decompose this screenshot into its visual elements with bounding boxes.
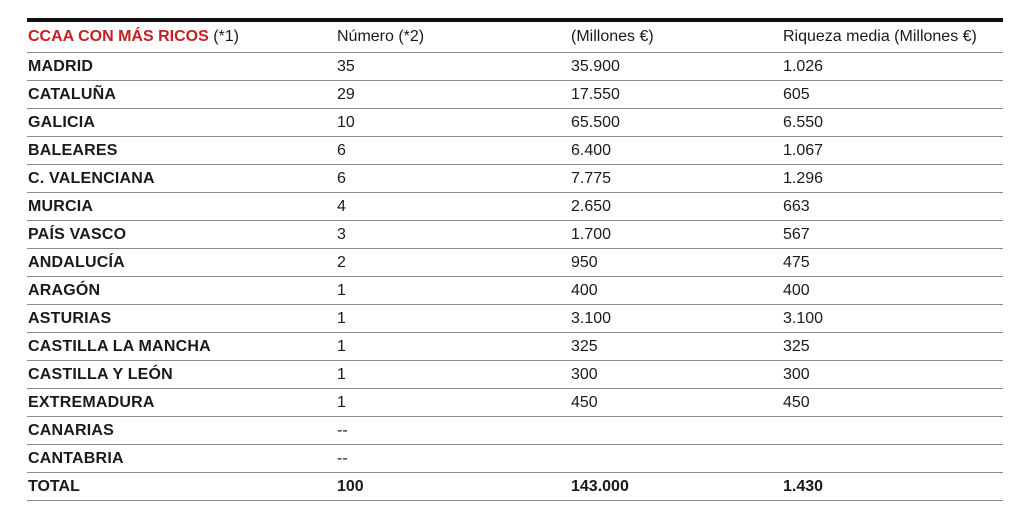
table-row — [27, 445, 1003, 473]
cell-region: CANTABRIA — [27, 445, 336, 473]
cell-numero: 6 — [336, 137, 570, 165]
cell-riqueza: 300 — [782, 361, 1003, 389]
cell-riqueza: 450 — [782, 389, 1003, 417]
cell-millones: 65.500 — [570, 109, 782, 137]
cell-riqueza: 1.296 — [782, 165, 1003, 193]
cell-region: C. VALENCIANA — [27, 165, 336, 193]
cell-region: ASTURIAS — [27, 305, 336, 333]
cell-region: BALEARES — [27, 137, 336, 165]
cell-millones: 300 — [570, 361, 782, 389]
table-row — [27, 333, 1003, 361]
cell-region: GALICIA — [27, 109, 336, 137]
cell-millones: 450 — [570, 389, 782, 417]
cell-region: ARAGÓN — [27, 277, 336, 305]
cell-numero: 29 — [336, 81, 570, 109]
cell-riqueza: 400 — [782, 277, 1003, 305]
cell-riqueza — [782, 417, 1003, 445]
cell-numero: 3 — [336, 221, 570, 249]
cell-numero: 10 — [336, 109, 570, 137]
table-row — [27, 249, 1003, 277]
table-row — [27, 305, 1003, 333]
header-row — [27, 22, 1003, 53]
table-row — [27, 53, 1003, 81]
cell-numero: -- — [336, 445, 570, 473]
cell-numero: 1 — [336, 361, 570, 389]
cell-region: MADRID — [27, 53, 336, 81]
cell-riqueza: 1.026 — [782, 53, 1003, 81]
table-row — [27, 193, 1003, 221]
wealth-table — [27, 22, 1003, 501]
header-numero: Número (*2) — [336, 22, 570, 53]
table-title-note: (*1) — [213, 28, 239, 45]
total-millones: 143.000 — [570, 473, 782, 501]
cell-region: CASTILLA Y LEÓN — [27, 361, 336, 389]
cell-millones: 2.650 — [570, 193, 782, 221]
cell-region: MURCIA — [27, 193, 336, 221]
wealth-table-container — [27, 18, 1003, 501]
header-millones: (Millones €) — [570, 22, 782, 53]
cell-millones — [570, 417, 782, 445]
cell-numero: -- — [336, 417, 570, 445]
total-riqueza: 1.430 — [782, 473, 1003, 501]
cell-numero: 4 — [336, 193, 570, 221]
cell-region: CATALUÑA — [27, 81, 336, 109]
cell-region: PAÍS VASCO — [27, 221, 336, 249]
cell-millones — [570, 445, 782, 473]
cell-numero: 6 — [336, 165, 570, 193]
table-body — [27, 53, 1003, 501]
cell-riqueza: 1.067 — [782, 137, 1003, 165]
cell-riqueza — [782, 445, 1003, 473]
table-row — [27, 137, 1003, 165]
cell-riqueza: 567 — [782, 221, 1003, 249]
cell-numero: 1 — [336, 389, 570, 417]
cell-numero: 1 — [336, 277, 570, 305]
table-row — [27, 361, 1003, 389]
cell-millones: 17.550 — [570, 81, 782, 109]
cell-riqueza: 663 — [782, 193, 1003, 221]
table-row — [27, 81, 1003, 109]
total-row — [27, 473, 1003, 501]
cell-region: CANARIAS — [27, 417, 336, 445]
cell-riqueza: 325 — [782, 333, 1003, 361]
table-row — [27, 221, 1003, 249]
total-region: TOTAL — [27, 473, 336, 501]
table-row — [27, 277, 1003, 305]
cell-riqueza: 6.550 — [782, 109, 1003, 137]
cell-region: ANDALUCÍA — [27, 249, 336, 277]
cell-region: CASTILLA LA MANCHA — [27, 333, 336, 361]
cell-numero: 2 — [336, 249, 570, 277]
table-title: CCAA CON MÁS RICOS — [28, 28, 209, 45]
cell-numero: 1 — [336, 333, 570, 361]
cell-millones: 1.700 — [570, 221, 782, 249]
cell-millones: 6.400 — [570, 137, 782, 165]
table-row — [27, 389, 1003, 417]
cell-riqueza: 475 — [782, 249, 1003, 277]
header-riqueza: Riqueza media (Millones €) — [782, 22, 1003, 53]
table-row — [27, 109, 1003, 137]
cell-millones: 35.900 — [570, 53, 782, 81]
cell-millones: 7.775 — [570, 165, 782, 193]
cell-region: EXTREMADURA — [27, 389, 336, 417]
cell-millones: 950 — [570, 249, 782, 277]
cell-riqueza: 605 — [782, 81, 1003, 109]
table-row — [27, 165, 1003, 193]
total-numero: 100 — [336, 473, 570, 501]
cell-millones: 400 — [570, 277, 782, 305]
header-region — [27, 22, 336, 53]
table-row — [27, 417, 1003, 445]
cell-riqueza: 3.100 — [782, 305, 1003, 333]
cell-millones: 3.100 — [570, 305, 782, 333]
cell-numero: 35 — [336, 53, 570, 81]
cell-millones: 325 — [570, 333, 782, 361]
cell-numero: 1 — [336, 305, 570, 333]
